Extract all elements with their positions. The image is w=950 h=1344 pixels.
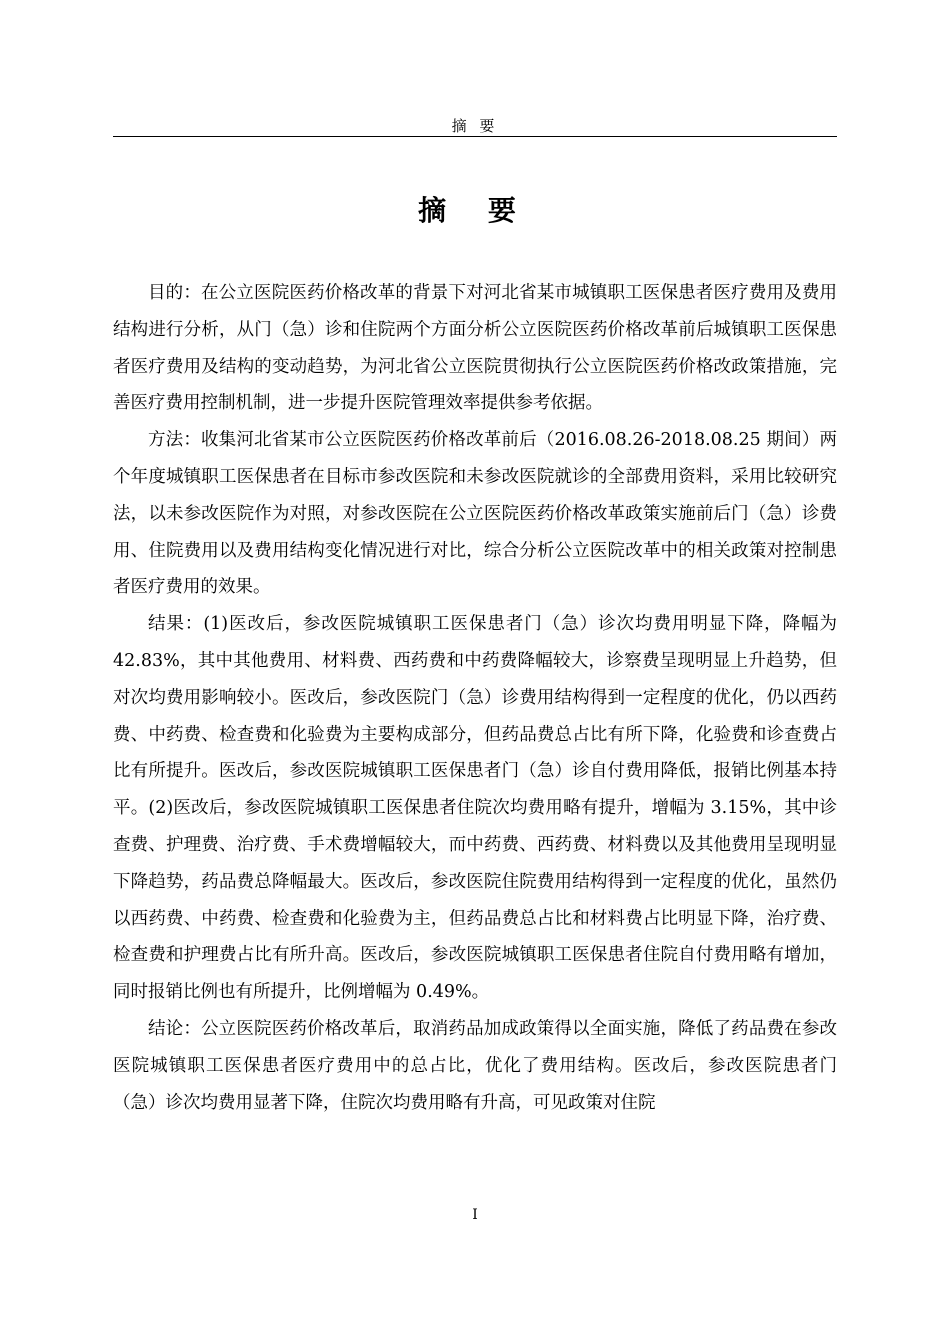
paragraph-methods: 方法：收集河北省某市公立医院医药价格改革前后（2016.08.26-2018.08.25 期间）两个年度城镇职工医保患者在目标市参改医院和未参改医院就诊的全部费用资料，采用比较研究法，以未参改医院作为对照，对参改医院在公立医院医药价格改革政策实施前后门（急）诊费用、住院费用以及费用结构变化情况进行对比，综合分析公立医院改革中的相关政策对控制患者医疗费用的效果。 xyxy=(113,430,837,598)
paragraph-results: 结果：(1)医改后，参改医院城镇职工医保患者门（急）诊次均费用明显下降，降幅为 42.83%，其中其他费用、材料费、西药费和中药费降幅较大，诊察费呈现明显上升趋势，但对次均费用影响较小。医改后，参改医院门（急）诊费用结构得到一定程度的优化，仍以西药费、中药费、检查费和化验费为主要构成部分，但药品费总占比有所下降，化验费和诊查费占比有所提升。医改后，参改医院城镇职工医保患者门（急）诊自付费用降低，报销比例基本持平。(2)医改后，参改医院城镇职工医保患者住院次均费用略有提升，增幅为 3.15%，其中诊查费、护理费、治疗费、手术费增幅较大，而中药费、西药费、材料费以及其他费用呈现明显下降趋势，药品费总降幅最大。医改后，参改医院住院费用结构得到一定程度的优化，虽然仍以西药费、中药费、检查费和化验费为主，但药品费总占比和材料费占比明显下降，治疗费、检查费和护理费占比有所升高。医改后，参改医院城镇职工医保患者住院自付费用略有增加，同时报销比例也有所提升，比例增幅为 0.49%。 xyxy=(113,614,837,1003)
running-header: 摘 要 xyxy=(451,117,499,135)
paragraph-conclusion: 结论：公立医院医药价格改革后，取消药品加成政策得以全面实施，降低了药品费在参改医院城镇职工医保患者医疗费用中的总占比，优化了费用结构。医改后，参改医院患者门（急）诊次均费用显著下降，住院次均费用略有升高，可见政策对住院 xyxy=(113,1018,837,1113)
abstract-body xyxy=(113,275,837,1121)
page-number: I xyxy=(472,1207,478,1223)
page-title: 摘 要 xyxy=(418,194,532,227)
header-rule xyxy=(113,136,837,137)
paragraph-objective: 目的：在公立医院医药价格改革的背景下对河北省某市城镇职工医保患者医疗费用及费用结构进行分析，从门（急）诊和住院两个方面分析公立医院医药价格改革前后城镇职工医保患者医疗费用及结构的变动趋势，为河北省公立医院贯彻执行公立医院医药价格改政策措施，完善医疗费用控制机制，进一步提升医院管理效率提供参考依据。 xyxy=(113,283,837,414)
